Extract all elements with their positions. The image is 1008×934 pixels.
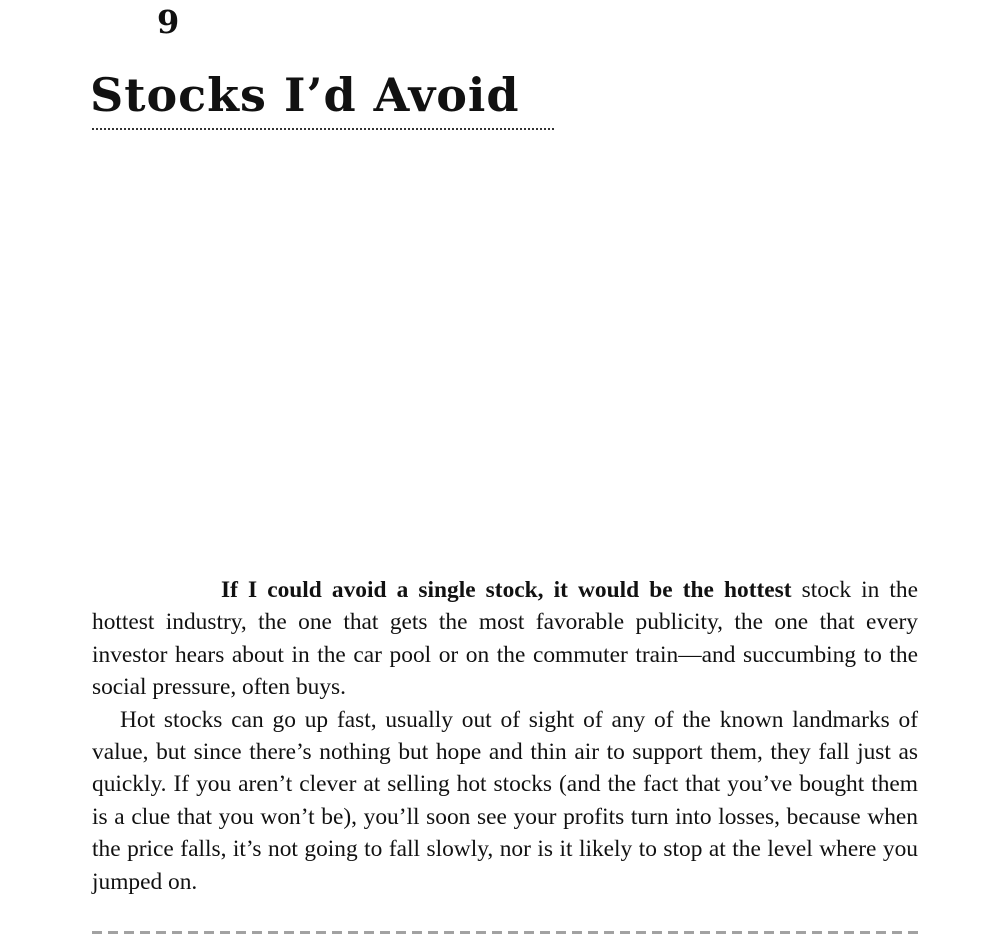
title-underline (92, 128, 554, 130)
cut-off-next-line (92, 928, 918, 934)
paragraph-lead-in: If I could avoid a single stock, it would be the hottest (221, 577, 792, 603)
chapter-title: Stocks I’d Avoid (90, 68, 520, 122)
chapter-number: 9 (157, 3, 180, 41)
paragraph-1-text: stock in the hottest industry, the one that gets the most favorable publicity, the one that every investor hears about in the car pool or on the commuter train—and succumbing to the social pressure, often buys. (92, 577, 919, 701)
paragraph-2: Hot stocks can go up fast, usually out of sight of any of the known landmarks of value, but since there’s nothing but hope and thin air to support them, they fall just as quickly. If you aren’t clever at selling hot stocks (and the fact that you’ve bought them is a clue that you won’t be), you’ll soon see your profits turn into losses, because when the price falls, it’s not going to fall slowly, nor is it likely to stop at the level where you jumped on. (92, 706, 918, 895)
paragraph-1 (92, 574, 918, 704)
body-text (92, 574, 918, 898)
